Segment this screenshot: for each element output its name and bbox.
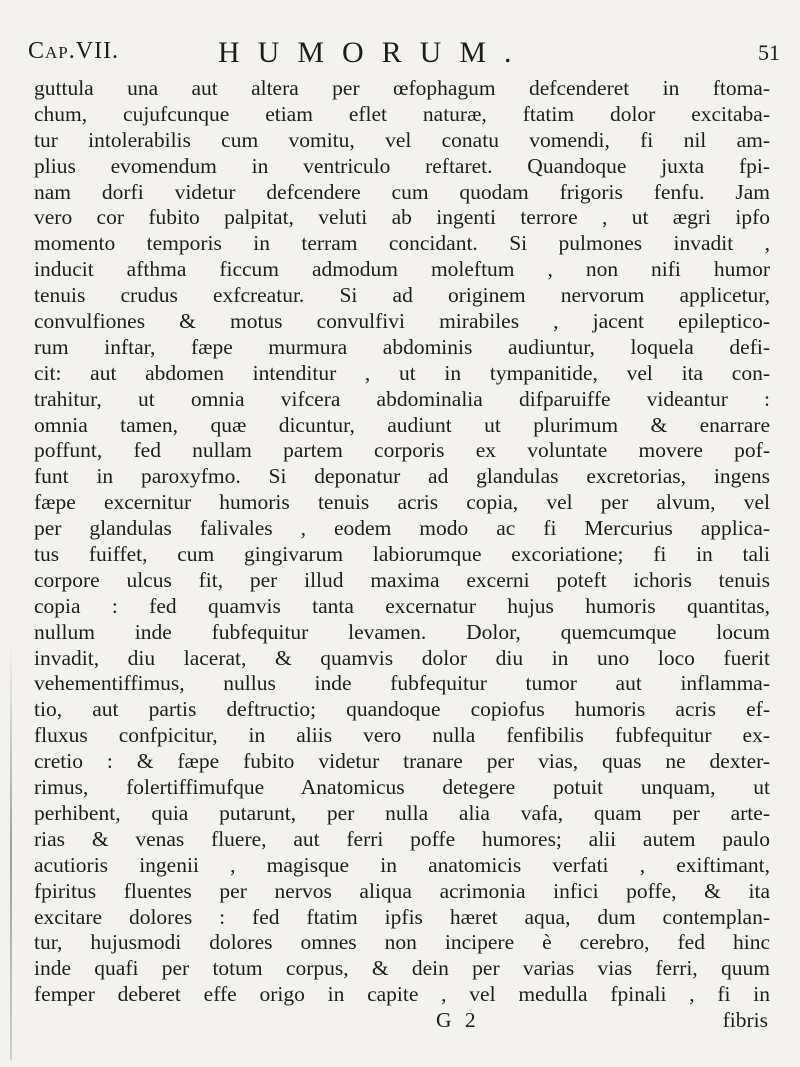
text-line: perhibent, quia putarunt, per nulla alia vafa, quam per arte- (34, 800, 770, 825)
text-line: cit: aut abdomen intenditur , ut in tympanitide, vel ita con- (34, 360, 770, 385)
text-line: rias & venas fluere, aut ferri poffe humores; alii autem paulo (34, 826, 770, 851)
text-line: trahitur, ut omnia vifcera abdominalia difparuiffe videantur : (34, 386, 770, 411)
signature-mark: G 2 (436, 1008, 480, 1033)
text-line: guttula una aut altera per œfophagum defcenderet in ftoma- (34, 76, 770, 100)
body-text (34, 76, 770, 1034)
text-line: rum inftar, fæpe murmura abdominis audiuntur, loquela defi- (34, 334, 770, 359)
text-line: tio, aut partis deftructio; quandoque copiofus humoris acris ef- (34, 697, 770, 722)
footer-line (34, 1008, 770, 1034)
text-line: nam dorfi videtur defcendere cum quodam frigoris fenfu. Jam (34, 179, 770, 204)
text-line: fpiritus fluentes per nervos aliqua acrimonia infici poffe, & ita (34, 878, 770, 903)
text-line: momento temporis in terram concidant. Si pulmones invadit , (34, 231, 770, 256)
running-header (28, 36, 780, 76)
text-line: acutioris ingenii , magisque in anatomicis verfati , exiftimant, (34, 852, 770, 877)
text-line: tur, hujusmodi dolores omnes non incipere è cerebro, fed hinc (34, 930, 770, 955)
text-line: per glandulas falivales , eodem modo ac fi Mercurius applica- (34, 516, 770, 541)
page-number: 51 (758, 40, 780, 65)
text-line: fluxus confpicitur, in aliis vero nulla fenfibilis fubfequitur ex- (34, 723, 770, 748)
text-line: convulfiones & motus convulfivi mirabiles , jacent epileptico- (34, 309, 770, 334)
text-line: corpore ulcus fit, per illud maxima excerni poteft ichoris tenuis (34, 567, 770, 592)
text-line: plius evomendum in ventriculo reftaret. Quandoque juxta fpi- (34, 153, 770, 178)
text-line: cretio : & fæpe fubito videtur tranare per vias, quas ne dexter- (34, 749, 770, 774)
text-line: vehementiffimus, nullus inde fubfequitur tumor aut inflamma- (34, 671, 770, 696)
text-line: copia : fed quamvis tanta excernatur hujus humoris quantitas, (34, 593, 770, 618)
text-line: omnia tamen, quæ dicuntur, audiunt ut plurimum & enarrare (34, 412, 770, 437)
text-line: nullum inde fubfequitur levamen. Dolor, quemcumque locum (34, 619, 770, 644)
text-line: femper deberet effe origo in capite , vel medulla fpinali , fi in (34, 982, 770, 1007)
text-line: invadit, diu lacerat, & quamvis dolor diu in uno loco fuerit (34, 645, 770, 670)
text-line: fæpe excernitur humoris tenuis acris copia, vel per alvum, vel (34, 490, 770, 515)
running-title: HUMORUM. (218, 36, 530, 69)
text-line: vero cor fubito palpitat, veluti ab ingenti terrore , ut ægri ipfo (34, 205, 770, 230)
catchword: fibris (722, 1008, 768, 1033)
text-line: rimus, folertiffimufque Anatomicus detegere potuit unquam, ut (34, 775, 770, 800)
text-line: inde quafi per totum corpus, & dein per varias vias ferri, quum (34, 956, 770, 981)
text-line: tur intolerabilis cum vomitu, vel conatu vomendi, fi nil am- (34, 127, 770, 152)
text-line: poffunt, fed nullam partem corporis ex voluntate movere pof- (34, 438, 770, 463)
chapter-label: Cap.VII. (28, 38, 120, 64)
binding-edge-shadow (10, 640, 12, 1060)
text-line: chum, cujufcunque etiam eflet naturæ, ftatim dolor excitaba- (34, 101, 770, 126)
text-line: excitare dolores : fed ftatim ipfis hæret aqua, dum contemplan- (34, 904, 770, 929)
text-line: inducit afthma ficcum admodum moleftum , non nifi humor (34, 257, 770, 282)
text-line: tenuis crudus exfcreatur. Si ad originem nervorum applicetur, (34, 283, 770, 308)
text-line: funt in paroxyfmo. Si deponatur ad glandulas excretorias, ingens (34, 464, 770, 489)
text-line: tus fuiffet, cum gingivarum labiorumque excoriatione; fi in tali (34, 542, 770, 567)
